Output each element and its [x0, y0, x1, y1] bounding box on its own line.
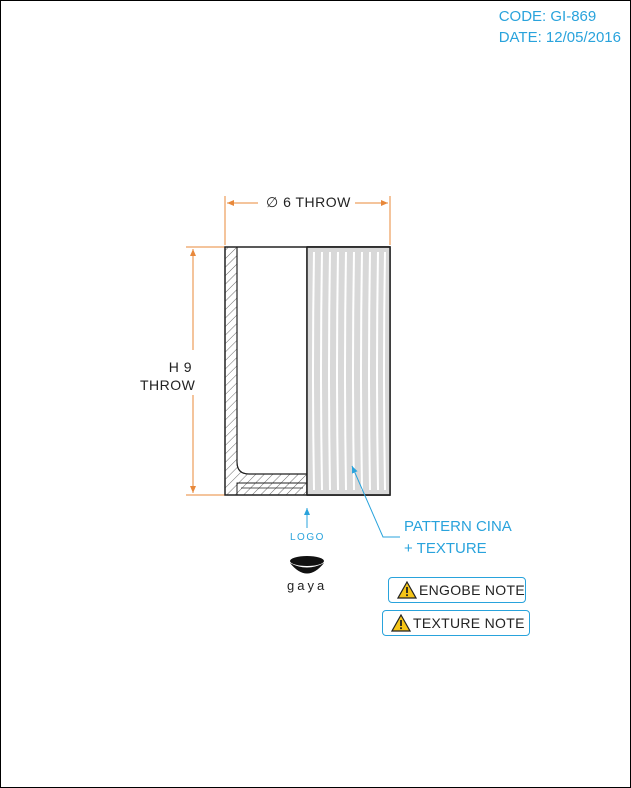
- cup-exterior-texture: [307, 247, 390, 495]
- engobe-note-label: ENGOBE NOTE: [419, 582, 525, 598]
- pattern-label-line1: PATTERN CINA: [404, 518, 512, 535]
- gaya-logo-icon: [290, 556, 324, 574]
- diameter-label: ∅ 6 THROW: [262, 194, 355, 211]
- texture-note-label: TEXTURE NOTE: [413, 615, 525, 631]
- code-label: CODE: GI-869: [498, 8, 597, 25]
- logo-label: LOGO: [290, 532, 325, 543]
- warning-icon: [391, 614, 411, 632]
- engobe-note-box: [388, 577, 526, 603]
- date-label: DATE: 12/05/2016: [498, 29, 621, 46]
- pattern-label: [404, 516, 512, 560]
- brand-name: gaya: [287, 578, 328, 593]
- texture-note-box: [382, 610, 530, 636]
- height-label-line2: THROW: [140, 377, 196, 393]
- pattern-label-line2: + TEXTURE: [404, 540, 487, 557]
- height-label: [140, 358, 196, 394]
- warning-icon: [397, 581, 417, 599]
- height-label-line1: H 9: [168, 359, 192, 375]
